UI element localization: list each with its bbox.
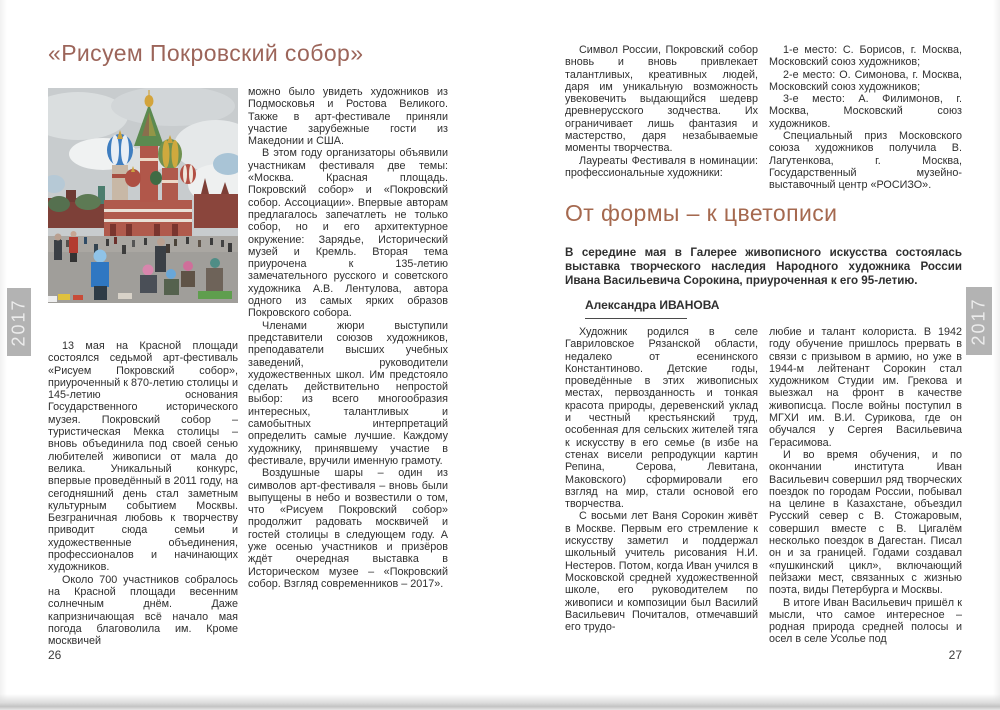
paragraph: В итоге Иван Васильевич пришёл к мысли, что самое интересное – родная природа средней полосы и осел в селе Усолье под <box>769 596 962 646</box>
right-page-number: 27 <box>948 648 962 662</box>
left-page-number: 26 <box>48 648 62 662</box>
left-year-tab <box>7 288 31 356</box>
paragraph: И во время обучения, и по окончании института Иван Васильевич совершил ряд творческих поездок по городам России, побывал на целине в Казахстане, объездил Русский север с В. Стожаровым, совершил вместе с В. Цигалём несколько поездок в Дагестан. Писал он и за границей. Годами создавал «пушкинский цикл», включающий пейзажи мест, связанных с жизнью поэта, виды Петербурга и Москвы. <box>769 448 962 597</box>
red-square-photo <box>48 88 238 303</box>
page-edge-bottom <box>0 694 1000 710</box>
section-heading: От формы – к цветописи <box>565 200 838 226</box>
paragraph: 3-е место: А. Филимонов, г. Москва, Московский союз художников. <box>769 93 962 130</box>
paragraph: Художник родился в селе Гавриловское Рязанской области, недалеко от есенинского Константиново. Детские годы, проведённые в этих живописных местах, первозданность и тонкая красота природы, деревенский уклад и честный крестьянский труд, особенная для сельских жителей тяга к искусству в его семье (в избе на стенах висели репродукции картин Репина, Серова, Левитана, Маковского) сформировали его взгляд на мир, стали основой его творчества. <box>565 326 758 511</box>
right-page-column-1-bottom <box>565 326 758 634</box>
paragraph: Символ России, Покровский собор вновь и вновь привлекает талантливых, креативных людей, даря им уникальную возможность увековечить выдающийся шедевр древнерусского зодчества. Их ограничивает лишь фантазия и мастерство, даря незабываемые моменты творчества. <box>565 44 758 155</box>
paragraph: Членами жюри выступили представители союзов художников, преподаватели высших учебных заведений, руководители художественных школ. Им предстояло сделать действительно непростой выбор: из всего многообразия интересных, талантливых и самобытных интерпретаций определить самые лучшие. Каждому художнику, принявшему участие в фестивале, вручили именную грамоту. <box>248 319 448 467</box>
paragraph: 1-е место: С. Борисов, г. Москва, Московский союз художников; <box>769 44 962 69</box>
right-page-column-1-top <box>565 44 758 208</box>
left-page-column-1 <box>48 340 238 648</box>
paragraph: В этом году организаторы объявили участникам фестиваля две темы: «Москва. Красная площадь. Покровский собор» и «Покровский собор. Ассоциации». Впервые авторам предлагалось запечатлеть не только собор, но и его архитектурное окружение: Зарядье, Исторический музей и Кремль. Вторая тема приурочена к 135-летию замечательного русского и советского художника А.В. Лентулова, автора одного из самых ярких образов Покровского собора. <box>248 147 448 320</box>
article-title: «Рисуем Покровский собор» <box>48 40 364 66</box>
right-year-tab <box>966 287 992 355</box>
byline: Александра ИВАНОВА <box>585 298 720 312</box>
right-page-column-2-bottom <box>769 326 962 646</box>
byline-rule <box>585 318 687 319</box>
paragraph: 13 мая на Красной площади состоялся седьмой арт-фестиваль «Рисуем Покровский собор», приуроченный к 870-летию столицы и 145-летию основания Государственного исторического музея. Покровский собор – туристическая Мекка столицы – вновь объединила под своей сенью любителей живописи от мала до велика. Уникальный конкурс, впервые проведённый в 2011 году, на сегодняшний день стал заметным культурным событием Москвы. Безграничная любовь к творчеству приводит сюда семьи и художественные объединения, профессионалов и начинающих художников. <box>48 340 238 574</box>
paragraph: 2-е место: О. Симонова, г. Москва, Московский союз художников; <box>769 68 962 93</box>
lead-paragraph: В середине мая в Галерее живописного искусства состоялась выставка творческого наследия Народного художника России Ивана Васильевича Сорокина, приуроченная к его 95-летию. <box>565 246 962 288</box>
left-year-label: 2017 <box>8 297 29 347</box>
red-square-photo-illustration <box>48 88 238 303</box>
paragraph: Лауреаты Фестиваля в номинации: профессиональные художники: <box>565 154 758 179</box>
paragraph: Около 700 участников собралось на Красной площади весенним солнечным днём. Даже капризничающая всё начало мая погода благоволила им. Кроме москвичей <box>48 573 238 648</box>
left-page-column-2 <box>248 86 448 642</box>
page-edge-right <box>993 0 1000 710</box>
right-year-label: 2017 <box>968 296 989 346</box>
paragraph: С восьми лет Ваня Сорокин живёт в Москве. Первым его стремление к искусству заметил и поддержал школьный учитель рисования Н.И. Нестеров. Потом, когда Иван учился в Московской средней художественной школе, его руководителем по живописи и композиции был Василий Васильевич Почиталов, отмечавший его трудо- <box>565 510 758 634</box>
paragraph: Воздушные шары – один из символов арт-фестиваля – вновь были выпущены в небо и возвестили о том, что «Рисуем Покровский собор» продолжит радовать москвичей и гостей столицы в следующем году. А уже осенью участников и призёров ждёт очередная выставка в Историческом музее – «Покровский собор. Взгляд современников – 2017». <box>248 467 448 590</box>
page-edge-left <box>0 0 7 710</box>
paragraph: можно было увидеть художников из Подмосковья и Ростова Великого. Также в арт-фестивале приняли участие зарубежные гости из Македонии и США. <box>248 86 448 148</box>
paragraph: Специальный приз Московского союза художников получила В. Лагутенкова, г. Москва, Государственный музейно-выставочный центр «РОСИЗО». <box>769 130 962 192</box>
paragraph: любие и талант колориста. В 1942 году обучение пришлось прервать в связи с призывом в армию, но уже в 1944-м лейтенант Сорокин стал художником Студии им. Грекова и выезжал на фронт в качестве живописца. После войны поступил в МГХИ им. В.И. Сурикова, где он обучался у Сергея Васильевича Герасимова. <box>769 326 962 449</box>
right-page-column-2-top <box>769 44 962 194</box>
